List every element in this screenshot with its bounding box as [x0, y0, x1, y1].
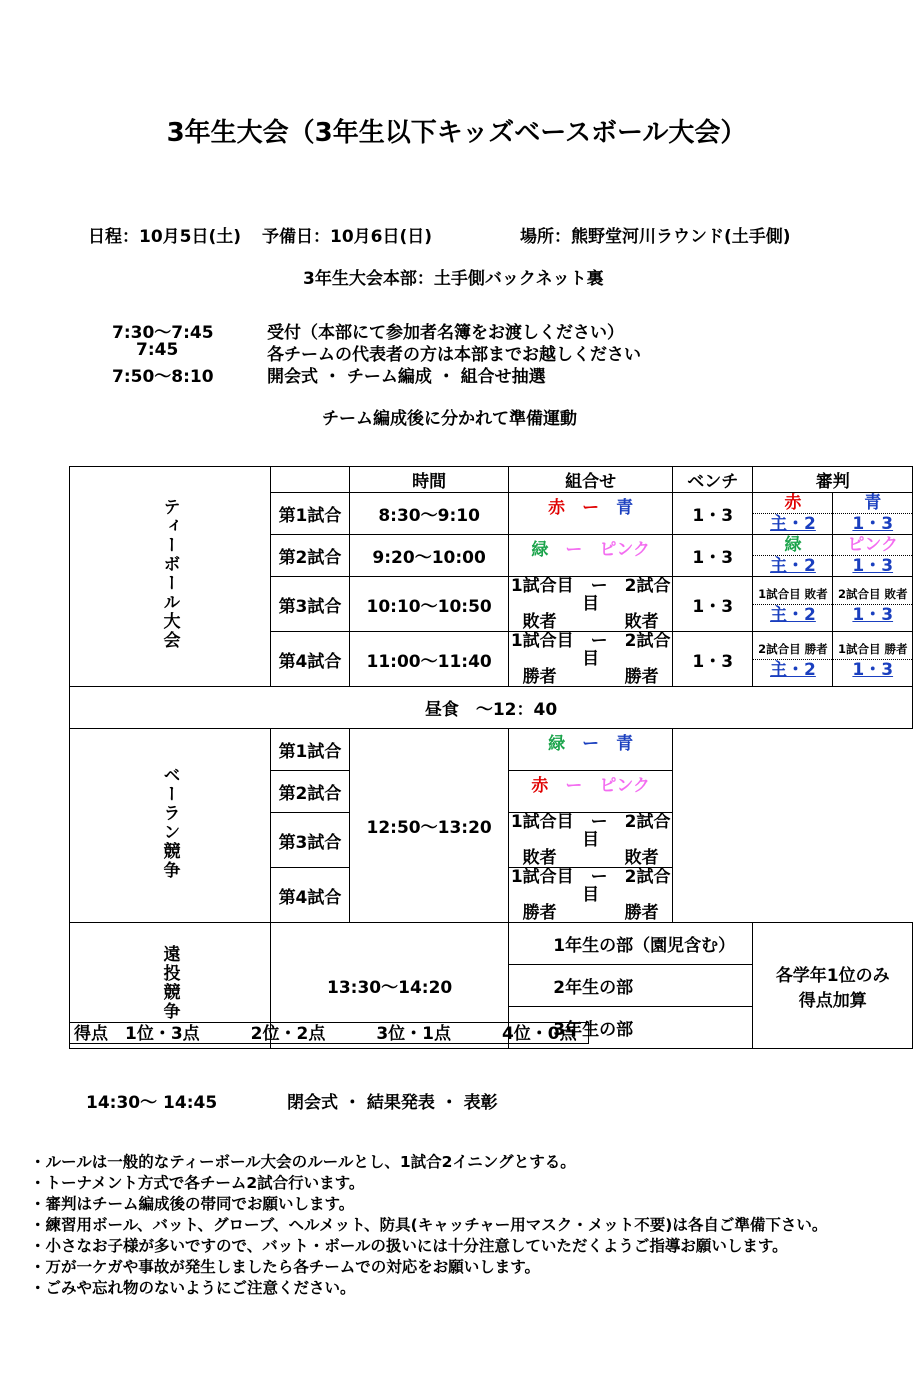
game-time: 11:00～11:40	[349, 632, 508, 687]
page-title: 3年生大会（3年生以下キッズベースボール大会）	[166, 118, 747, 148]
schedule-time-2: 7:45	[136, 340, 179, 360]
header-time: 時間	[349, 467, 508, 493]
tball-label: ティーボール大会	[159, 498, 180, 650]
matchup: 緑 ー 青	[509, 729, 673, 771]
event-date: 日程：10月5日(土)	[88, 227, 242, 247]
matchup: 緑 ー ピンク	[509, 535, 673, 577]
game-time: 10:10～10:50	[349, 577, 508, 632]
note-item: ・小さなお子様が多いですので、バット・ボールの扱いには十分注意していただくようご指導お願いします。	[30, 1237, 788, 1255]
header-match: 組合せ	[509, 467, 673, 493]
matchup: 1試合目 ー 2試合目 敗者 敗者	[509, 813, 673, 868]
game-label: 第1試合	[271, 729, 350, 771]
closing-desc: 閉会式 ・ 結果発表 ・ 表彰	[287, 1093, 498, 1113]
bench: 1・3	[673, 535, 753, 577]
venue: 場所：熊野堂河川ラウンド(土手側)	[520, 227, 791, 247]
closing-time: 14:30～ 14:45	[86, 1093, 218, 1113]
note-item: ・万が一ケガや事故が発生しましたら各チームでの対応をお願いします。	[30, 1258, 540, 1276]
division-3: 3年生の部	[509, 1007, 753, 1049]
umpire-left: 2試合目 勝者 主・2	[753, 632, 833, 687]
score-legend: 得点 1位・3点 2位・2点 3位・1点 4位・0点	[69, 1022, 589, 1044]
event-table	[69, 466, 913, 1049]
matchup: 1試合目 ー 2試合目 勝者 勝者	[509, 632, 673, 687]
game-label: 第4試合	[271, 868, 350, 923]
matchup: 1試合目 ー 2試合目 勝者 勝者	[509, 868, 673, 923]
bench: 1・3	[673, 493, 753, 535]
matchup: 赤 ー 青	[509, 493, 673, 535]
bench: 1・3	[673, 632, 753, 687]
reserve-date: 予備日：10月6日(日)	[262, 227, 433, 247]
umpire-right: 2試合目 敗者 1・3	[833, 577, 913, 632]
bench: 1・3	[673, 577, 753, 632]
baserun-label-cell	[70, 729, 271, 923]
note-item: ・ルールは一般的なティーボール大会のルールとし、1試合2イニングとする。	[30, 1153, 576, 1171]
game-label: 第2試合	[271, 535, 350, 577]
schedule-time-1: 7:30～7:45	[112, 323, 214, 343]
game-label: 第3試合	[271, 813, 350, 868]
game-label: 第3試合	[271, 577, 350, 632]
schedule-desc-2: 各チームの代表者の方は本部までお越しください	[267, 345, 641, 365]
lunch-row	[70, 687, 913, 729]
umpire-right: 青 1・3	[833, 493, 913, 535]
table-row	[70, 729, 913, 771]
umpire-left: 緑 主・2	[753, 535, 833, 577]
umpire-right: 1試合目 勝者 1・3	[833, 632, 913, 687]
umpire-right: ピンク 1・3	[833, 535, 913, 577]
game-label: 第4試合	[271, 632, 350, 687]
division-1: 1年生の部（園児含む）	[509, 923, 753, 965]
game-time: 8:30～9:10	[349, 493, 508, 535]
umpire-left: 1試合目 敗者 主・2	[753, 577, 833, 632]
header-umpire: 審判	[753, 467, 913, 493]
note-item: ・審判はチーム編成後の帯同でお願いします。	[30, 1195, 355, 1213]
lunch-text: 昼食 ～12：40	[70, 687, 913, 729]
tball-label-cell	[70, 467, 271, 687]
note-item: ・トーナメント方式で各チーム2試合行います。	[30, 1174, 365, 1192]
warmup-note: チーム編成後に分かれて準備運動	[322, 409, 577, 429]
game-label: 第1試合	[271, 493, 350, 535]
throw-note: 各学年1位のみ 得点加算	[753, 923, 913, 1049]
schedule-desc-3: 開会式 ・ チーム編成 ・ 組合せ抽選	[267, 367, 546, 387]
throw-time: 13:30～14:20	[271, 923, 509, 1049]
blank-area	[673, 729, 913, 923]
throw-label: 遠投競争	[159, 945, 180, 1021]
header-empty	[271, 467, 350, 493]
baserun-label: ベーラン競争	[159, 766, 180, 880]
division-2: 2年生の部	[509, 965, 753, 1007]
matchup: 1試合目 ー 2試合目 敗者 敗者	[509, 577, 673, 632]
schedule-time-3: 7:50～8:10	[112, 367, 214, 387]
game-label: 第2試合	[271, 771, 350, 813]
note-item: ・練習用ボール、バット、グローブ、ヘルメット、防具(キャッチャー用マスク・メット不要)は各自ご準備下さい。	[30, 1216, 828, 1234]
matchup: 赤 ー ピンク	[509, 771, 673, 813]
note-item: ・ごみや忘れ物のないようにご注意ください。	[30, 1279, 356, 1297]
schedule-desc-1: 受付（本部にて参加者名簿をお渡しください）	[267, 323, 624, 343]
table-header-row	[70, 467, 913, 493]
baserun-time: 12:50～13:20	[349, 729, 508, 923]
notes-list	[30, 1152, 827, 1299]
umpire-left: 赤 主・2	[753, 493, 833, 535]
game-time: 9:20～10:00	[349, 535, 508, 577]
headquarters: 3年生大会本部：土手側バックネット裏	[303, 269, 604, 289]
table-row	[70, 923, 913, 965]
header-bench: ベンチ	[673, 467, 753, 493]
